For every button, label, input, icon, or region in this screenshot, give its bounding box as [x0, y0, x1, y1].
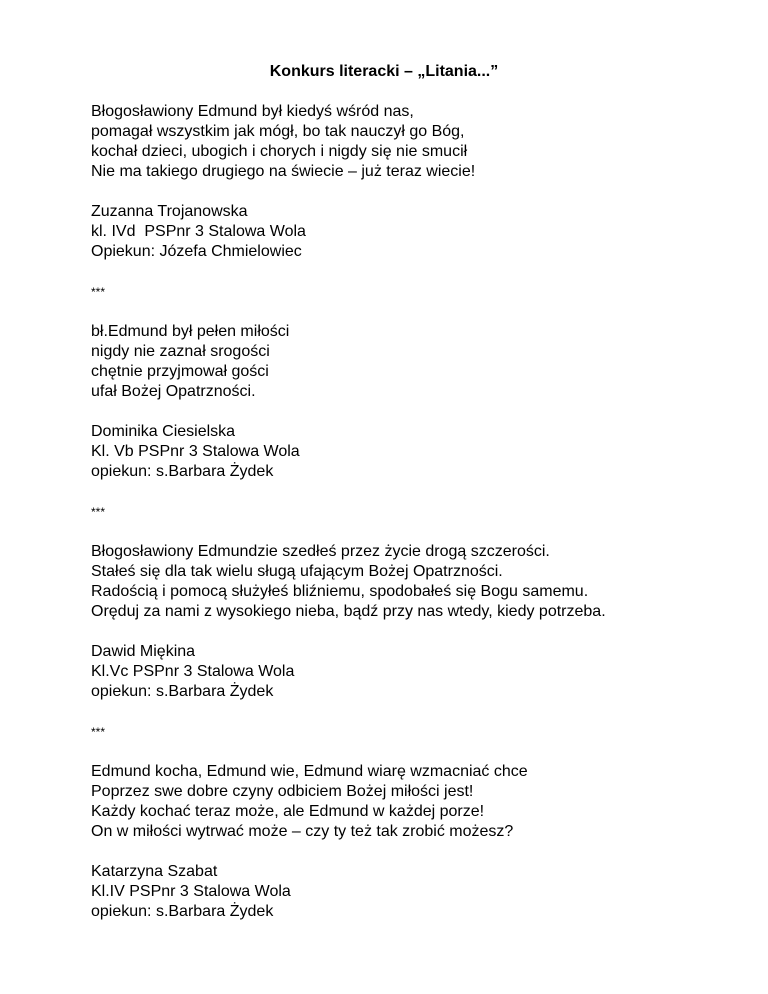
poem-line: Błogosławiony Edmund był kiedyś wśród nas,: [91, 103, 414, 120]
author-class: Kl.Vc PSPnr 3 Stalowa Wola: [91, 663, 295, 680]
separator: ***: [91, 505, 106, 519]
poem-line: Stałeś się dla tak wielu sługą ufającym Bożej Opatrzności.: [91, 563, 503, 580]
document-title: Konkurs literacki – „Litania...”: [269, 63, 499, 80]
poem-line: pomagał wszystkim jak mógł, bo tak nauczył go Bóg,: [91, 123, 465, 140]
author-name: Katarzyna Szabat: [91, 863, 218, 880]
poem-line: Poprzez swe dobre czyny odbiciem Bożej miłości jest!: [91, 783, 474, 800]
poem-line: Radością i pomocą służyłeś bliźniemu, spodobałeś się Bogu samemu.: [91, 583, 589, 600]
poem-2: [91, 322, 731, 402]
poem-line: chętnie przyjmował gości: [91, 363, 269, 380]
separator: ***: [91, 285, 106, 299]
poem-line: bł.Edmund był pełen miłości: [91, 323, 290, 340]
author-class: Kl.IV PSPnr 3 Stalowa Wola: [91, 883, 291, 900]
poem-line: Oręduj za nami z wysokiego nieba, bądź przy nas wtedy, kiedy potrzeba.: [91, 603, 606, 620]
poem-3: [91, 542, 731, 622]
poem-4: [91, 762, 731, 842]
separator: ***: [91, 725, 106, 739]
author-class: kl. IVd PSPnr 3 Stalowa Wola: [91, 223, 306, 240]
poem-line: kochał dzieci, ubogich i chorych i nigdy się nie smucił: [91, 143, 468, 160]
author-name: Dawid Miękina: [91, 643, 196, 660]
author-block-3: [91, 642, 731, 702]
poem-line: Nie ma takiego drugiego na świecie – już teraz wiecie!: [91, 163, 476, 180]
author-guardian: opiekun: s.Barbara Żydek: [91, 463, 274, 480]
poem-line: nigdy nie zaznał srogości: [91, 343, 270, 360]
poem-line: Edmund kocha, Edmund wie, Edmund wiarę wzmacniać chce: [91, 763, 528, 780]
author-guardian: opiekun: s.Barbara Żydek: [91, 903, 274, 920]
author-block-1: [91, 202, 731, 262]
poem-line: Błogosławiony Edmundzie szedłeś przez życie drogą szczerości.: [91, 543, 550, 560]
author-name: Dominika Ciesielska: [91, 423, 236, 440]
author-guardian: Opiekun: Józefa Chmielowiec: [91, 243, 302, 260]
poem-1: [91, 102, 731, 182]
author-block-2: [91, 422, 731, 482]
poem-line: Każdy kochać teraz może, ale Edmund w każdej porze!: [91, 803, 485, 820]
poem-line: ufał Bożej Opatrzności.: [91, 383, 256, 400]
author-name: Zuzanna Trojanowska: [91, 203, 248, 220]
author-guardian: opiekun: s.Barbara Żydek: [91, 683, 274, 700]
author-block-4: [91, 862, 731, 922]
document-page: [91, 62, 731, 942]
poem-line: On w miłości wytrwać może – czy ty też tak zrobić możesz?: [91, 823, 514, 840]
author-class: Kl. Vb PSPnr 3 Stalowa Wola: [91, 443, 300, 460]
